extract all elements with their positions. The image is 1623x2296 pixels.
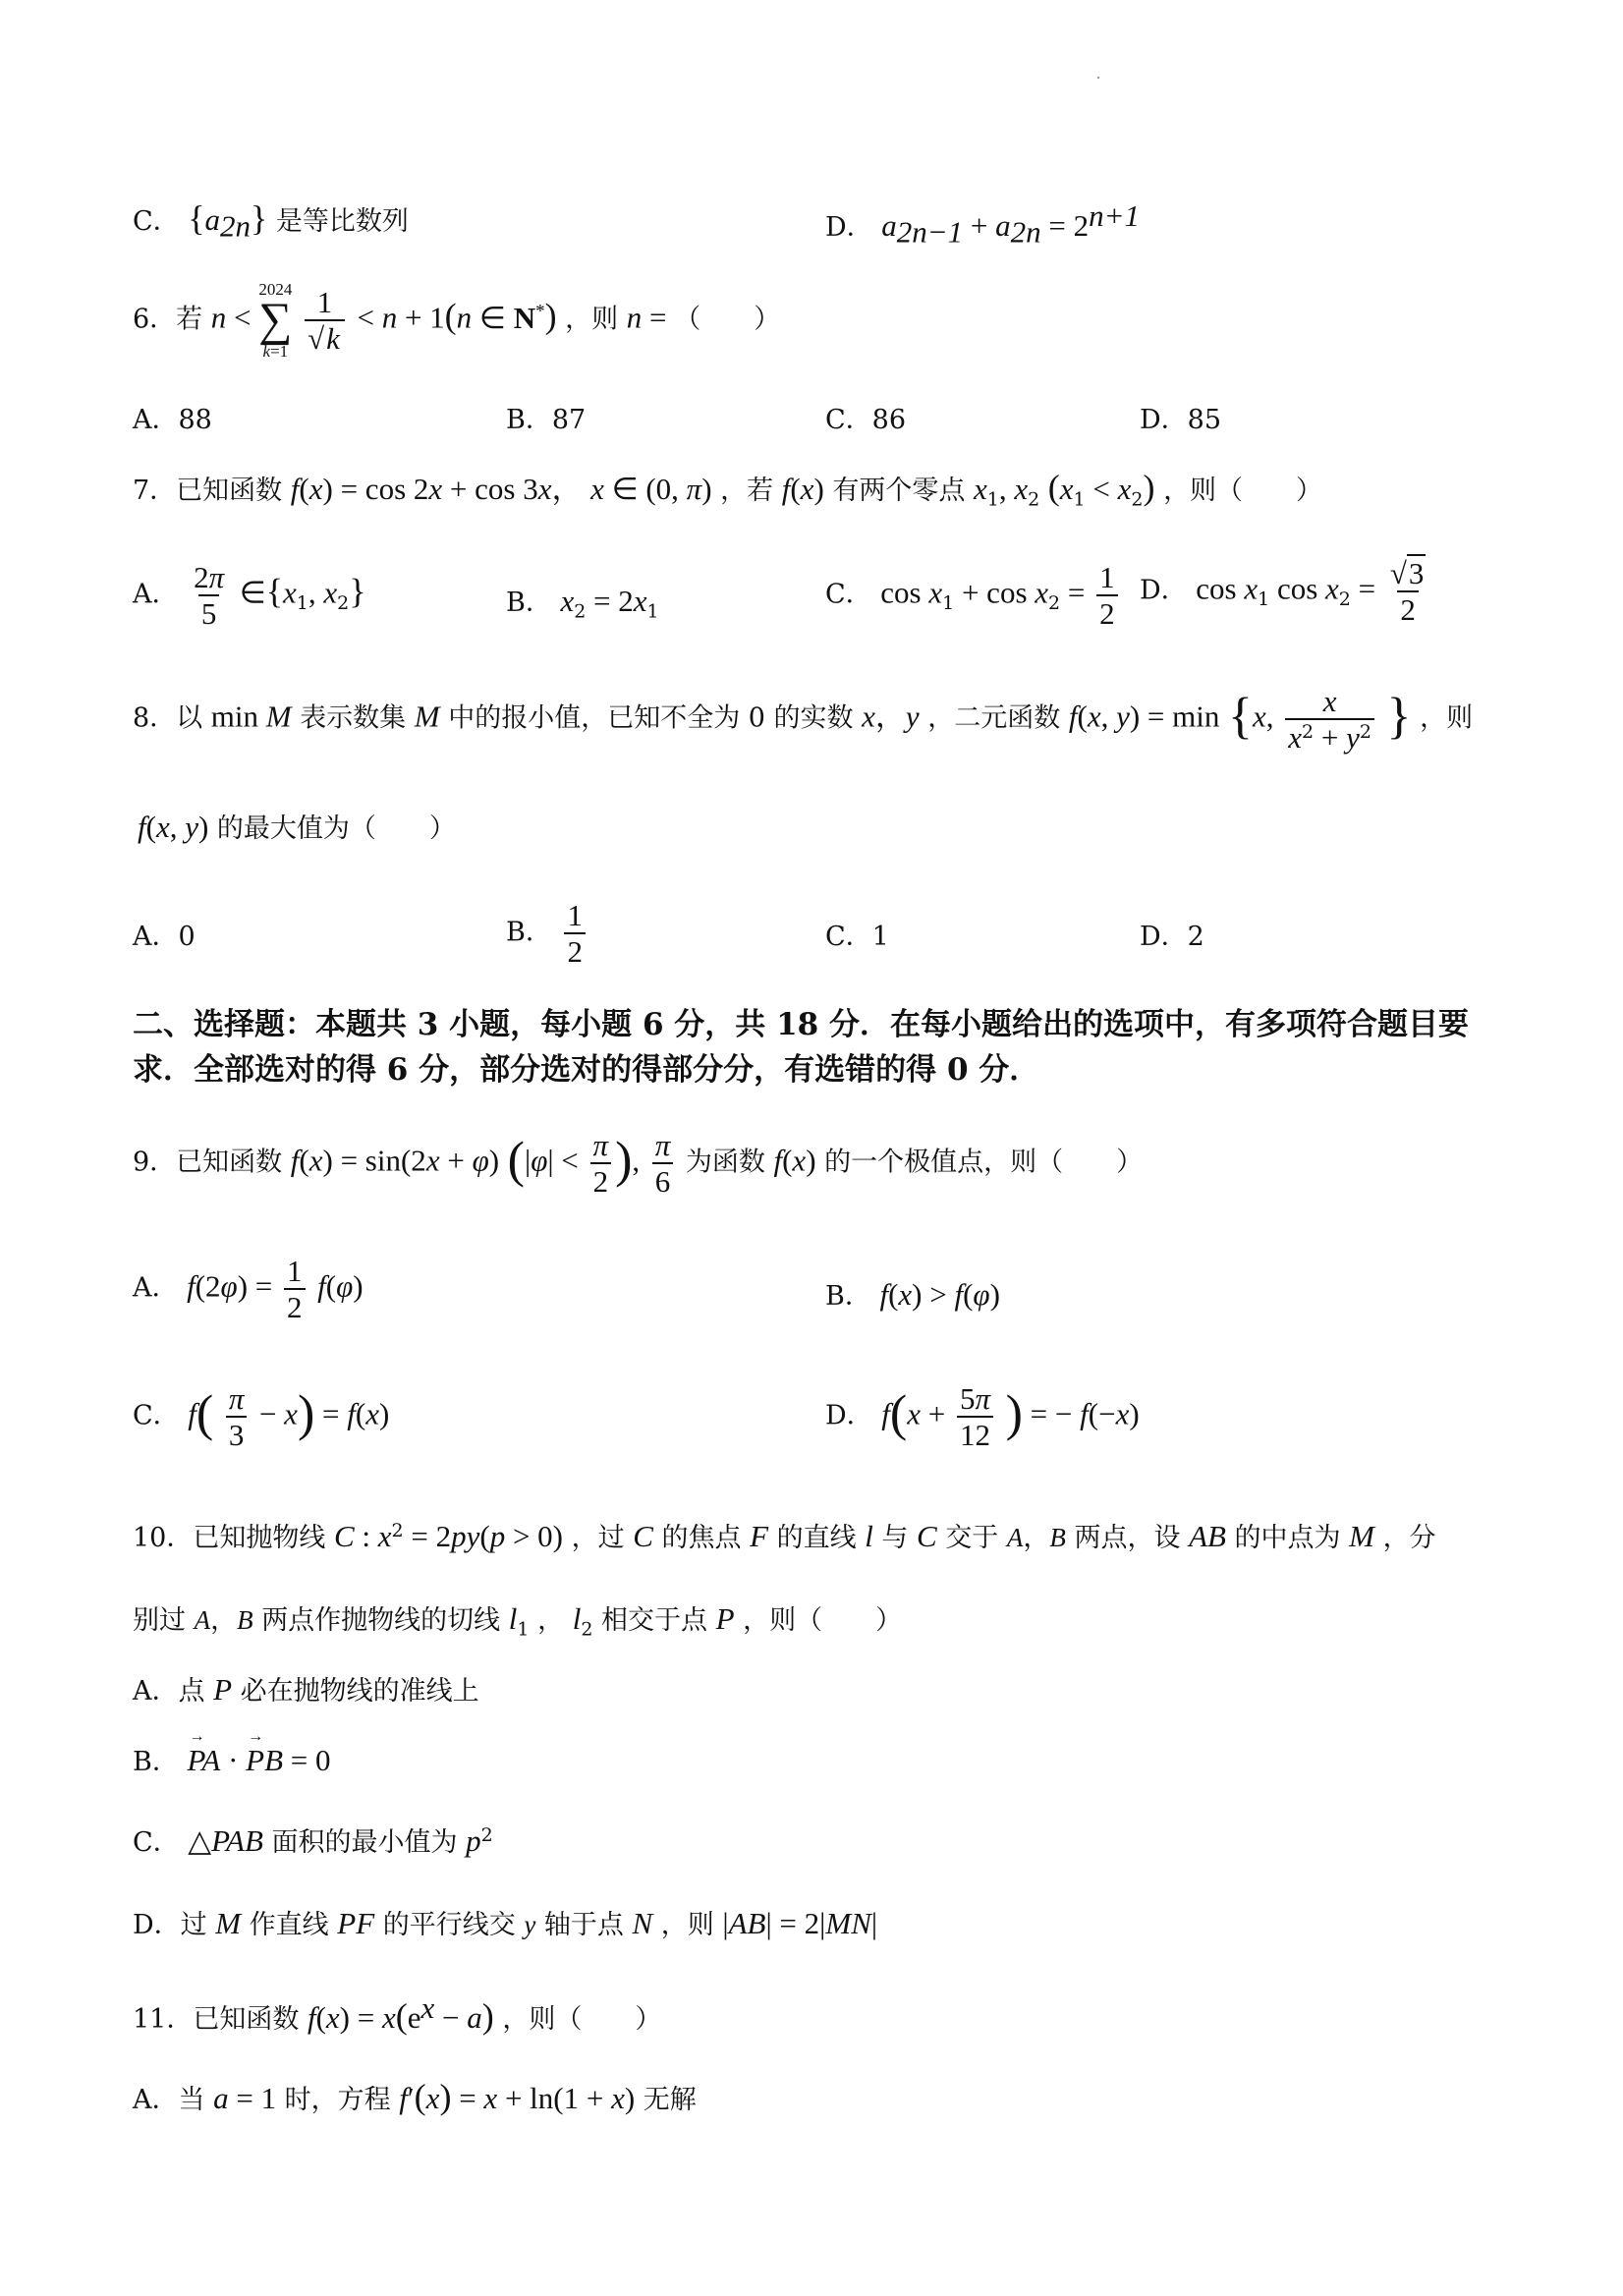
question-stem: 9．已知函数: [133, 1147, 283, 1178]
option-text: 面积的最小值为: [271, 1827, 458, 1858]
q9-option-c: C． f( $\frac{\pi}{3}$ − x) = f(x): [133, 1381, 390, 1452]
question-stem-text: 有两个零点: [832, 476, 966, 506]
option-text: 的平行线交: [382, 1910, 516, 1940]
option-label: D．过: [133, 1910, 207, 1940]
q10-option-b: B． PA → · PB → = 0: [133, 1728, 331, 1777]
option-label: D．: [1140, 575, 1188, 606]
option-label: A．点: [133, 1676, 205, 1707]
option-text: 必在抛物线的准线上: [240, 1676, 479, 1707]
summation: 2024 ∑ k=1: [258, 280, 293, 361]
q6-option-c: C．86: [825, 405, 907, 435]
question-stem-tail: ，则（ ）: [502, 2004, 662, 2035]
question-stem-tail: ，则（ ）: [1163, 476, 1323, 506]
question-11: 11．已知函数 $f(x) = x(e^x - a)$ ，则（ ）: [133, 1990, 662, 2036]
question-9: 9．已知函数 f(x) = sin(2x + φ) (|φ| < $\frac{\pi}{2}$ ), $\frac{\pi}{6}$ 为函数 f(x) 的一个极值点，则（ ）: [133, 1128, 1144, 1199]
q6-option-a: A．88: [133, 405, 212, 435]
q8-option-a: A．0: [133, 922, 196, 952]
option-label: A．当: [133, 2085, 205, 2115]
section-heading: 二、选择题：本题共 3 小题，每小题 6 分，共 18 分．在每小题给出的选项中，有多项符合题目要求．全部选对的得 6 分，部分选对的得部分分，有选错的得 0 分．: [133, 1007, 1470, 1088]
question-stem-tail: ，分: [1382, 1523, 1436, 1553]
q8-option-c: C．1: [825, 922, 889, 952]
question-stem-text: 中的报小值，已知不全为 0 的实数: [448, 702, 854, 734]
question-stem-tail: ，则（ ）: [743, 1605, 903, 1636]
q9-option-a: A． f(2φ) = $\frac{1}{2}$ f(φ): [133, 1254, 364, 1324]
question-6: 6．若 n < 2024 ∑ k=1 $\frac{1}{√k}$ < n + 1(n ∈ N*) ，则 n = （ ）: [133, 280, 781, 361]
question-stem: 11．已知函数: [133, 2004, 300, 2035]
question-stem-text: 交于: [945, 1523, 999, 1553]
q7-option-c: C． $\cos x_1 + \cos x_2$ = $\frac{1}{2}$: [825, 562, 1122, 629]
option-label: C．: [133, 206, 180, 237]
q9-option-b: B． f(x) > f(φ): [825, 1277, 1000, 1312]
option-label: B．: [133, 1747, 179, 1777]
q7-option-a: A． $\frac{2\pi}{5}$ $\in\{x_1$, $x_2$}: [133, 560, 366, 631]
scan-dot: [1097, 77, 1099, 79]
q11-option-a: A．当 a = 1 时，方程 f′(x) = x + ln(1 + x) 无解: [133, 2077, 697, 2116]
q7-option-d: D． $\cos x_1$ $\cos x_2$ = $\frac{√3}{2}$: [1140, 556, 1425, 627]
question-stem-text: 两点作抛物线的切线: [261, 1605, 501, 1636]
question-stem-text: 别过: [133, 1605, 186, 1636]
question-stem-text: 表示数集: [300, 702, 407, 734]
question-stem-text: 为函数: [685, 1147, 765, 1178]
option-label: C．: [133, 1827, 180, 1858]
question-stem: 8．以: [133, 702, 203, 734]
option-label: A．: [133, 579, 179, 610]
q8-option-d: D．2: [1140, 922, 1204, 952]
option-label: B．: [825, 1281, 871, 1312]
option-label: C．: [825, 579, 872, 610]
q10-option-c: C． △PAB 面积的最小值为 $p^2$: [133, 1823, 493, 1858]
question-stem-text: 的中点为: [1234, 1523, 1341, 1553]
option-label: C．: [133, 1400, 180, 1431]
question-stem: 10．已知抛物线: [133, 1523, 326, 1553]
option-label: D．: [825, 1400, 873, 1431]
option-label: B．: [506, 588, 552, 618]
answer-blank: （ ）: [674, 304, 781, 335]
question-8: 8．以 min M 表示数集 M 中的报小值，已知不全为 0 的实数 x，y ，二元函数 f(x, y) = min {x, $\frac{x}{x^2 + y^2}$ } ，则: [133, 684, 1474, 755]
question-stem-text: 的直线: [776, 1523, 857, 1553]
question-stem-tail: ，则: [1420, 702, 1474, 734]
question-8-line2: f(x, y) 的最大值为（ ）: [138, 810, 456, 844]
question-7: 7．已知函数 f(x) = cos 2x + cos 3x， x ∈ (0, π) ，若 f(x) 有两个零点 $x_1$, $x_2$ $(x_1 < x_2)$ ，则（ ）: [133, 468, 1323, 511]
q5-option-d: D． $a_{2n-1} + a_{2n} = 2^{n+1}$: [825, 198, 1141, 250]
option-text: 无解: [643, 2085, 697, 2115]
option-label: A．: [133, 1272, 179, 1304]
q9-option-d: D． f(x + $\frac{5\pi}{12}$ ) = − f(−x): [825, 1381, 1140, 1452]
option-text: 时，方程: [284, 2085, 391, 2115]
q6-option-d: D．85: [1140, 405, 1222, 435]
question-10: 10．已知抛物线 C : $x^2 = 2py(p > 0)$ ，过 C 的焦点 F 的直线 l 与 C 交于 A，B 两点，设 AB 的中点为 M ，分: [133, 1519, 1436, 1553]
question-stem-tail: 的最大值为（ ）: [216, 813, 456, 844]
question-stem: 6．若: [133, 304, 203, 335]
question-stem-text: 相交于点: [601, 1605, 707, 1636]
q10-option-a: A．点 P 必在抛物线的准线上: [133, 1672, 479, 1707]
q5-option-c: C． $\{a_{2n}\}$ 是等比数列: [133, 198, 409, 244]
question-stem-text: 的焦点: [661, 1523, 742, 1553]
question-stem-text: 与: [881, 1523, 909, 1553]
q7-option-b: B． $x_2 = 2x_1$: [506, 584, 659, 623]
question-stem-tail: ，则: [565, 304, 619, 335]
question-stem-text: 两点，设: [1074, 1523, 1181, 1553]
question-10-line2: 别过 A，B 两点作抛物线的切线 $l_1$ ， $l_2$ 相交于点 P ，则（ ）: [133, 1601, 903, 1641]
option-text: 作直线: [249, 1910, 329, 1940]
q6-option-b: B．87: [506, 405, 587, 435]
question-stem-text: ，过: [571, 1523, 625, 1553]
option-text: 是等比数列: [275, 206, 409, 237]
q8-option-b: B． $\frac{1}{2}$: [506, 900, 589, 967]
option-label: D．: [825, 212, 873, 243]
question-stem-mid: ，若: [720, 476, 774, 506]
option-label: B．: [506, 917, 552, 948]
option-text: 轴于点: [543, 1910, 624, 1940]
q10-option-d: D．过 M 作直线 PF 的平行线交 y 轴于点 N ，则 |AB| = 2|MN|: [133, 1906, 878, 1940]
question-stem-text: ，二元函数: [927, 702, 1061, 734]
question-stem-text: ，: [537, 1605, 565, 1636]
question-stem: 7．已知函数: [133, 476, 283, 506]
question-stem-tail: 的一个极值点，则（ ）: [824, 1147, 1144, 1178]
option-text: ，则: [660, 1910, 714, 1940]
